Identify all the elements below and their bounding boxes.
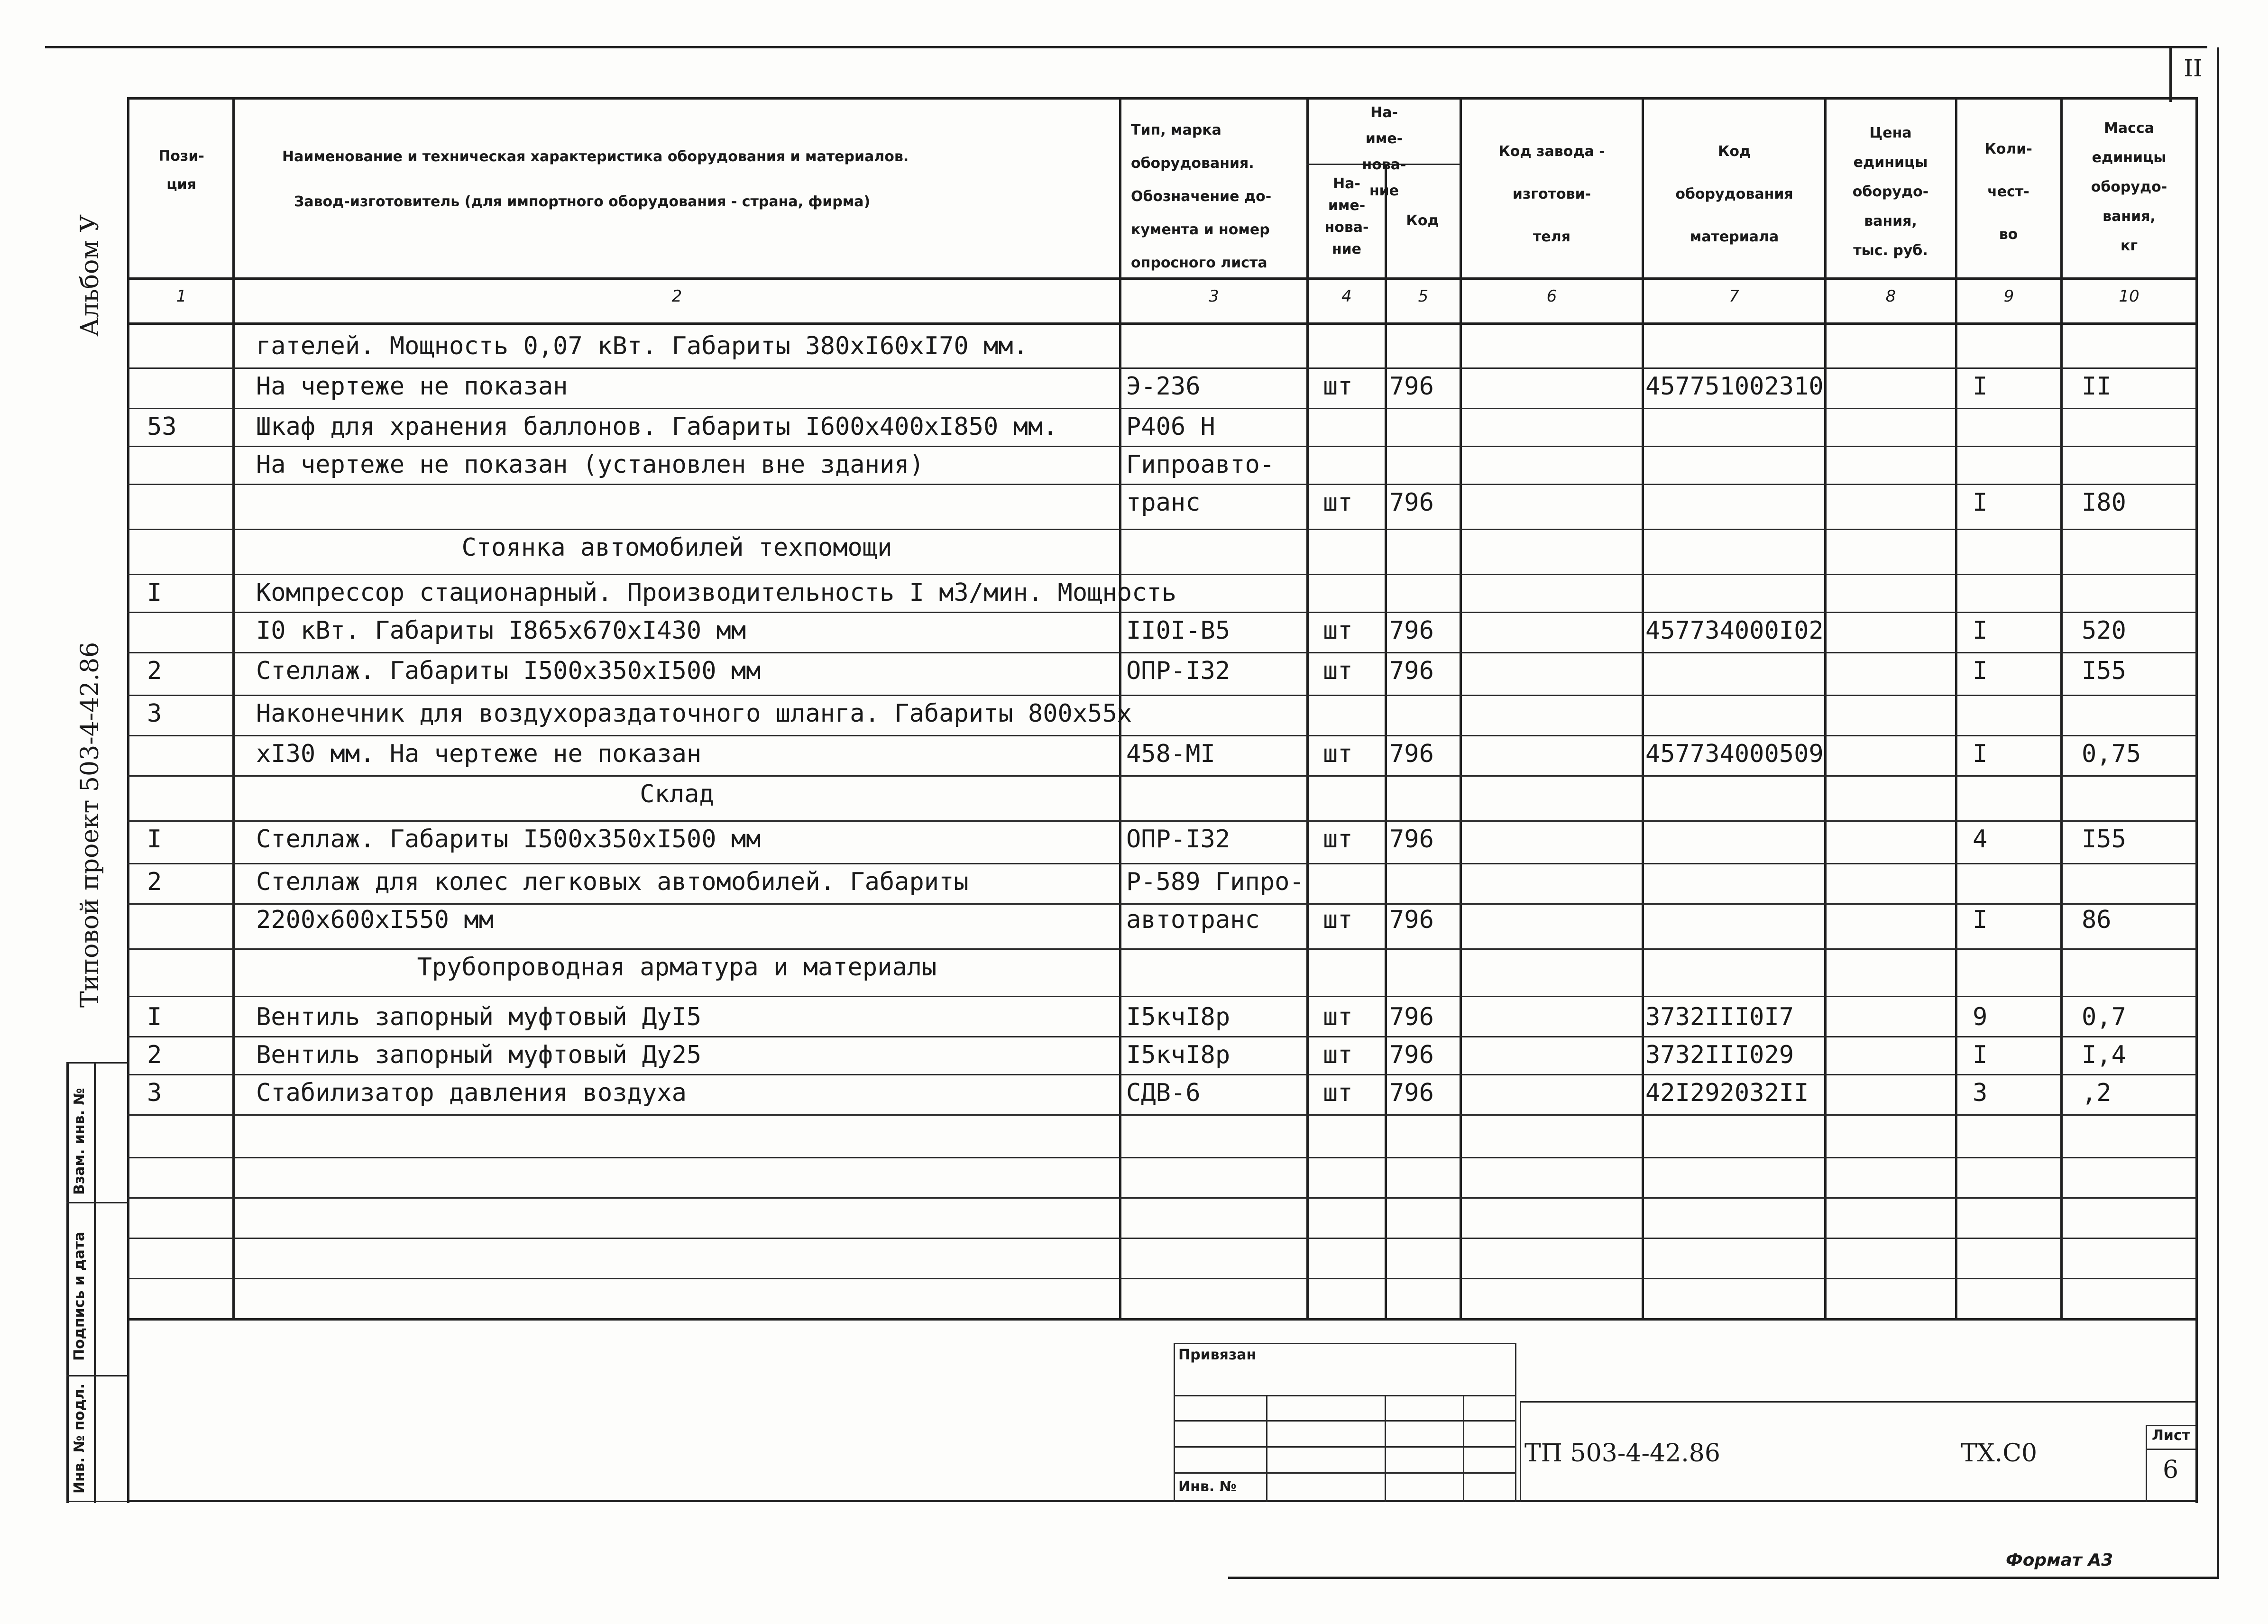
- cell-position: 2: [147, 1041, 162, 1069]
- col-line: [1460, 97, 1462, 1321]
- sheet-code: ТХ.С0: [1961, 1439, 2038, 1468]
- cell-quantity: I: [1973, 616, 1988, 645]
- header-unit-code: Код: [1406, 212, 1439, 229]
- cell-position: 53: [147, 413, 177, 441]
- cell-type: Р406 Н: [1126, 413, 1215, 441]
- header-equip-code: Код оборудования материала: [1675, 143, 1793, 245]
- header-unit-group: На- име- нова- ние: [1362, 104, 1406, 199]
- row-divider: [127, 863, 2197, 864]
- cell-unit: шт: [1323, 906, 1353, 934]
- row-divider: [127, 612, 2197, 613]
- col-number: 5: [1418, 287, 1429, 306]
- cell-unit: шт: [1323, 1041, 1353, 1069]
- cell-quantity: I: [1973, 906, 1988, 934]
- stamp-line: [1174, 1343, 1515, 1344]
- col-line: [1824, 97, 1827, 1321]
- frame-left: [127, 97, 129, 1503]
- cell-unit-code: 796: [1389, 1079, 1434, 1107]
- album-label: Альбом У: [76, 214, 104, 337]
- col-number: 3: [1209, 287, 1219, 306]
- cell-position: 2: [147, 868, 162, 896]
- cell-type: II0I-В5: [1126, 616, 1230, 645]
- sheet-box-mid: [2146, 1449, 2195, 1450]
- inv-replace-label: Взам. инв. №: [71, 1088, 88, 1195]
- row-divider: [127, 1114, 2197, 1116]
- col-number: 9: [2003, 287, 2014, 306]
- cell-name: Шкаф для хранения баллонов. Габариты I600х400хI850 мм.: [256, 413, 1058, 441]
- cell-name: Компрессор стационарный. Производительность I м3/мин. Мощность: [256, 578, 1177, 607]
- cell-type: Э-236: [1126, 372, 1201, 401]
- cell-material-code: 457734000509: [1645, 740, 1824, 768]
- sheet-box-top: [2146, 1425, 2195, 1426]
- header-name-line1: Наименование и техническая характеристика оборудования и материалов.: [282, 148, 909, 165]
- cell-unit: шт: [1323, 1079, 1353, 1107]
- cell-position: 2: [147, 657, 162, 685]
- row-divider: [127, 775, 2197, 777]
- col-line: [1385, 164, 1387, 1321]
- cell-position: I: [147, 1003, 162, 1031]
- corner-box-left: [2169, 46, 2172, 102]
- cell-name: I0 кВт. Габариты I865х670хI430 мм: [256, 616, 746, 645]
- row-divider: [127, 996, 2197, 997]
- stamp-line: [1266, 1395, 1267, 1502]
- cell-unit-code: 796: [1389, 372, 1434, 401]
- frame-right: [2195, 97, 2198, 1503]
- cell-quantity: 3: [1973, 1079, 1988, 1107]
- inv-orig-label: Инв. № подл.: [71, 1383, 88, 1494]
- cell-unit-code: 796: [1389, 825, 1434, 853]
- row-divider: [127, 367, 2197, 369]
- cell-quantity: 4: [1973, 825, 1988, 853]
- cell-quantity: I: [1973, 372, 1988, 401]
- cell-position: 3: [147, 1079, 162, 1107]
- cell-unit-code: 796: [1389, 616, 1434, 645]
- project-label: Типовой проект 503-4-42.86: [76, 642, 104, 1008]
- cell-name: На чертеже не показан: [256, 372, 568, 401]
- side-stamp-line: [66, 1062, 128, 1064]
- row-divider: [127, 948, 2197, 950]
- stamp-line: [1463, 1395, 1464, 1502]
- cell-name: Стеллаж. Габариты I500х350хI500 мм: [256, 657, 761, 685]
- header-quantity: Коли- чест- во: [1984, 141, 2032, 243]
- cell-material-code: 457751002310: [1645, 372, 1824, 401]
- col-number: 6: [1546, 287, 1557, 306]
- cell-mass: I55: [2082, 825, 2126, 853]
- sheet-number: 6: [2162, 1456, 2179, 1484]
- row-divider: [127, 735, 2197, 736]
- cell-name: Вентиль запорный муфтовый ДуI5: [256, 1003, 702, 1031]
- cell-type: Р-589 Гипро-: [1126, 868, 1304, 896]
- format-label: Формат А3: [2006, 1551, 2113, 1570]
- row-divider: [127, 903, 2197, 905]
- cell-name: Стеллаж для колес легковых автомобилей. Габариты: [256, 868, 969, 896]
- col-line: [1642, 97, 1644, 1321]
- cell-unit-code: 796: [1389, 1003, 1434, 1031]
- side-stamp-line: [66, 1202, 128, 1203]
- cell-name: 2200х600хI550 мм: [256, 906, 494, 934]
- cell-mass: I,4: [2082, 1041, 2126, 1069]
- cell-unit: шт: [1323, 825, 1353, 853]
- stamp-line: [1174, 1343, 1175, 1502]
- header-position: Пози- ция: [158, 148, 204, 193]
- frame-top: [127, 97, 2197, 100]
- col-line: [1306, 97, 1309, 1321]
- header-type: Тип, марка оборудования. Обозначение до- кумента и номер опросного листа: [1131, 122, 1272, 271]
- cell-unit-code: 796: [1389, 1041, 1434, 1069]
- cell-quantity: I: [1973, 1041, 1988, 1069]
- row-divider: [127, 1036, 2197, 1037]
- header-mass: Масса единицы оборудо- вания, кг: [2091, 120, 2167, 254]
- row-divider: [127, 446, 2197, 447]
- cell-mass: 86: [2082, 906, 2112, 934]
- cell-type: ОПР-I32: [1126, 825, 1230, 853]
- top-border: [45, 46, 2207, 48]
- row-divider: [127, 1238, 2197, 1239]
- side-stamp-left: [66, 1062, 69, 1503]
- row-divider: [127, 484, 2197, 485]
- inv-number-label: Инв. №: [1178, 1478, 1237, 1495]
- cell-name: Склад: [640, 780, 714, 808]
- cell-mass: ,2: [2082, 1079, 2112, 1107]
- stamp-line: [1385, 1395, 1386, 1502]
- cell-type: I5кчI8р: [1126, 1003, 1230, 1031]
- cell-unit: шт: [1323, 616, 1353, 645]
- col-number: 10: [2119, 287, 2139, 306]
- cell-name: На чертеже не показан (установлен вне здания): [256, 450, 924, 479]
- table-bottom: [127, 1318, 2197, 1321]
- row-divider: [127, 820, 2197, 822]
- col-number: 2: [671, 287, 682, 306]
- row-divider: [127, 695, 2197, 696]
- header-factory-code: Код завода - изготови- теля: [1498, 143, 1605, 245]
- cell-name: Вентиль запорный муфтовый Ду25: [256, 1041, 702, 1069]
- cell-quantity: 9: [1973, 1003, 1988, 1031]
- row-divider: [127, 408, 2197, 409]
- side-stamp-line: [66, 1501, 128, 1502]
- cell-name: Наконечник для воздухораздаточного шланга. Габариты 800х55х: [256, 699, 1132, 728]
- cell-mass: 0,75: [2082, 740, 2141, 768]
- side-stamp-line: [66, 1375, 128, 1376]
- cell-type: автотранс: [1126, 906, 1260, 934]
- title-block-left: [1520, 1401, 1521, 1502]
- side-stamp-mid: [94, 1062, 96, 1503]
- cell-material-code: 457734000I02: [1645, 616, 1824, 645]
- cell-type: ОПР-I32: [1126, 657, 1230, 685]
- cell-material-code: 3732III0I7: [1645, 1003, 1794, 1031]
- col-line: [232, 97, 235, 1321]
- col-number: 4: [1341, 287, 1352, 306]
- col-number: 1: [176, 287, 187, 306]
- row-divider: [127, 529, 2197, 530]
- cell-type: Гипроавто-: [1126, 450, 1275, 479]
- stamp-line: [1515, 1343, 1516, 1502]
- cell-position: I: [147, 825, 162, 853]
- header-unit-name: На- име- нова- ние: [1324, 175, 1369, 257]
- cell-name: Трубопроводная арматура и материалы: [417, 953, 937, 982]
- col-number: 8: [1885, 287, 1896, 306]
- outer-right-rule: [2217, 47, 2219, 1579]
- row-divider: [127, 1074, 2197, 1075]
- sheet-label: Лист: [2152, 1427, 2191, 1444]
- cell-type: транс: [1126, 488, 1201, 517]
- corner-sheet-number: II: [2184, 55, 2203, 82]
- cell-quantity: I: [1973, 488, 1988, 517]
- cell-type: I5кчI8р: [1126, 1041, 1230, 1069]
- title-block-top: [1520, 1401, 2195, 1403]
- bound-label: Привязан: [1178, 1347, 1257, 1363]
- cell-unit: шт: [1323, 372, 1353, 401]
- row-divider: [127, 652, 2197, 653]
- cell-unit: шт: [1323, 488, 1353, 517]
- cell-mass: I80: [2082, 488, 2126, 517]
- cell-position: I: [147, 578, 162, 607]
- header-price: Цена единицы оборудо- вания, тыс. руб.: [1852, 125, 1929, 259]
- cell-unit: шт: [1323, 740, 1353, 768]
- cell-unit-code: 796: [1389, 740, 1434, 768]
- cell-name: хI30 мм. На чертеже не показан: [256, 740, 702, 768]
- row-divider: [127, 1278, 2197, 1279]
- header-name-line2: Завод-изготовитель (для импортного оборудования - страна, фирма): [294, 193, 871, 210]
- cell-quantity: I: [1973, 740, 1988, 768]
- cell-mass: II: [2082, 372, 2112, 401]
- cell-mass: 520: [2082, 616, 2126, 645]
- cell-name: гателей. Мощность 0,07 кВт. Габариты 380хI60хI70 мм.: [256, 332, 1028, 360]
- cell-mass: I55: [2082, 657, 2126, 685]
- cell-quantity: I: [1973, 657, 1988, 685]
- colnum-bottom: [127, 322, 2197, 325]
- cell-unit-code: 796: [1389, 906, 1434, 934]
- col-line: [1955, 97, 1957, 1321]
- cell-name: Стоянка автомобилей техпомощи: [461, 533, 892, 562]
- col-line: [2060, 97, 2063, 1321]
- cell-unit: шт: [1323, 657, 1353, 685]
- document-code: ТП 503-4-42.86: [1524, 1439, 1720, 1468]
- row-divider: [127, 1157, 2197, 1158]
- cell-unit: шт: [1323, 1003, 1353, 1031]
- cell-material-code: 3732III029: [1645, 1041, 1794, 1069]
- row-divider: [127, 574, 2197, 575]
- row-divider: [127, 1197, 2197, 1199]
- sign-date-label: Подпись и дата: [71, 1231, 88, 1361]
- cell-mass: 0,7: [2082, 1003, 2126, 1031]
- cell-position: 3: [147, 699, 162, 728]
- outer-bottom-rule: [1228, 1577, 2219, 1579]
- cell-unit-code: 796: [1389, 657, 1434, 685]
- cell-unit-code: 796: [1389, 488, 1434, 517]
- cell-name: Стабилизатор давления воздуха: [256, 1079, 687, 1107]
- col-number: 7: [1729, 287, 1739, 306]
- cell-material-code: 42I292032II: [1645, 1079, 1809, 1107]
- cell-name: Стеллаж. Габариты I500х350хI500 мм: [256, 825, 761, 853]
- cell-type: 458-МI: [1126, 740, 1215, 768]
- cell-type: СДВ-6: [1126, 1079, 1201, 1107]
- frame-bottom: [127, 1500, 2197, 1502]
